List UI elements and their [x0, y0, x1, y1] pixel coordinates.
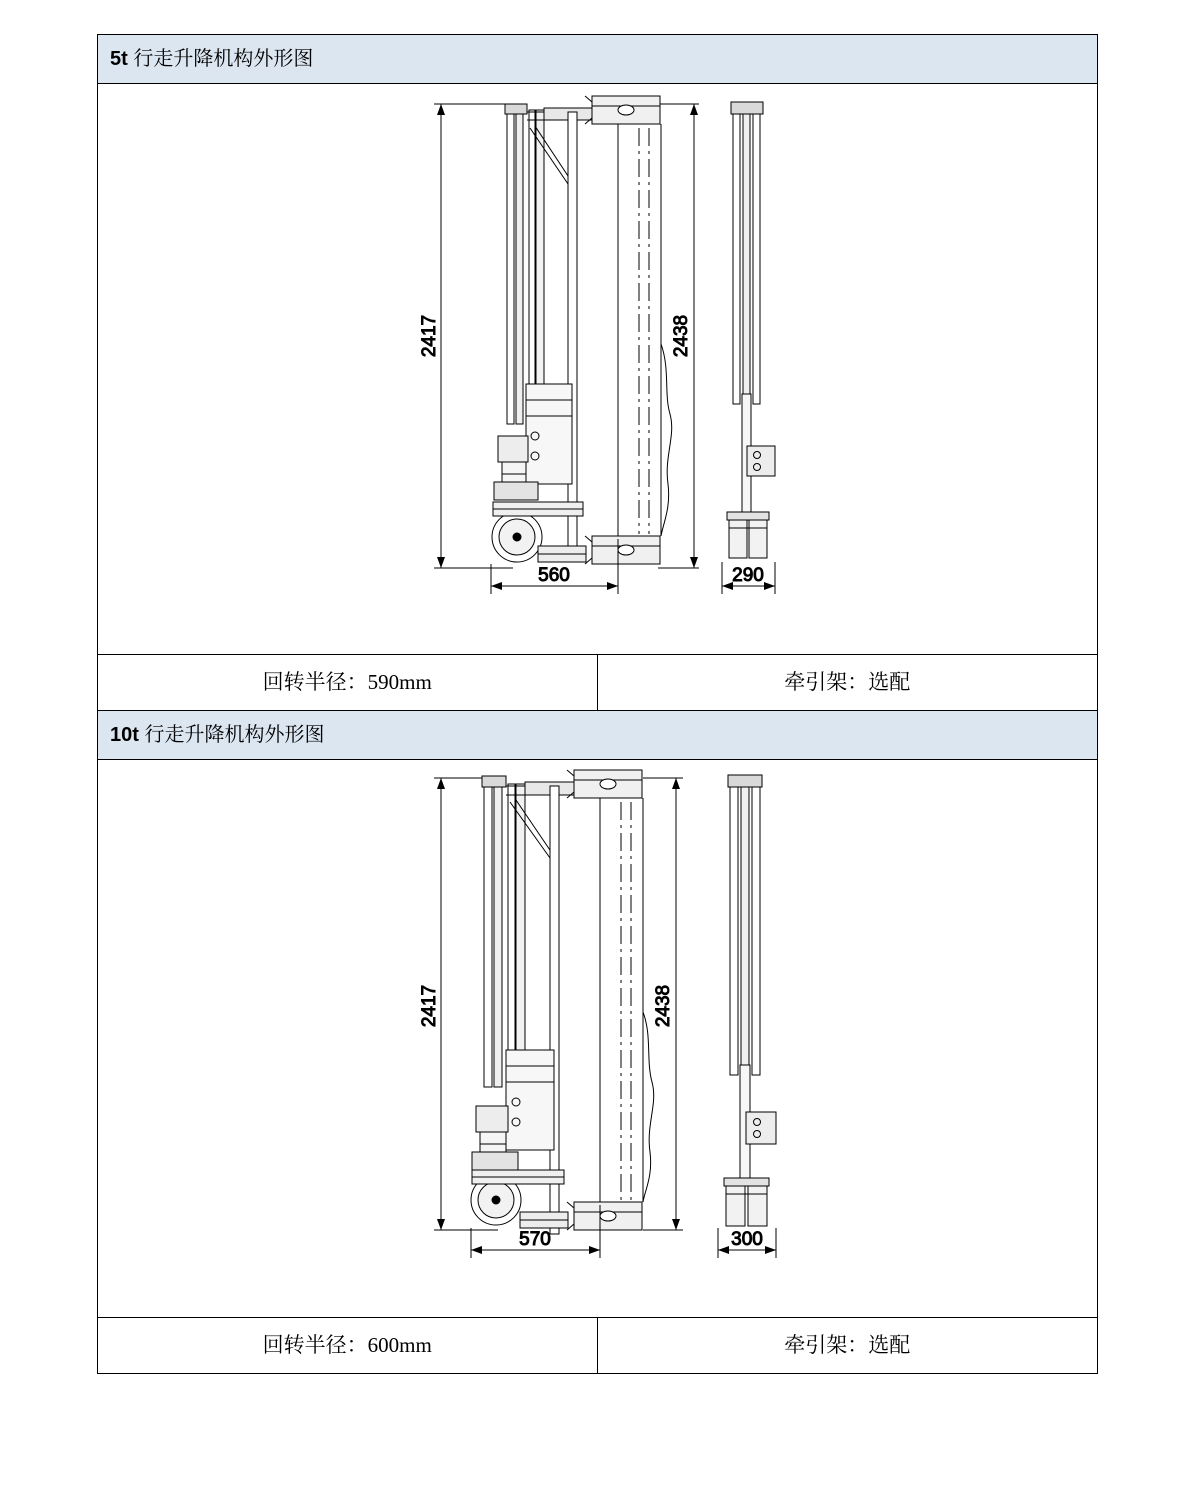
section-tonnage-5t: 5t — [110, 48, 128, 70]
spec-table — [97, 34, 1098, 1374]
section-title-10t: 行走升降机构外形图 — [138, 724, 325, 746]
dim-height-2417-10t: 2417 — [419, 984, 440, 1028]
drawing-cell-10t — [98, 760, 1097, 1318]
technical-drawing-5t — [98, 84, 1097, 654]
turn-radius-10t: 回转半径：600mm — [98, 1318, 598, 1373]
dim-height-2438-10t: 2438 — [653, 984, 674, 1028]
tow-bracket-5t: 牵引架：选配 — [784, 670, 911, 694]
footer-row-5t — [98, 655, 1097, 711]
technical-drawing-10t — [98, 760, 1097, 1317]
dim-width-570-10t: 570 — [519, 1229, 551, 1250]
section-header-5t — [98, 35, 1097, 84]
section-header-10t — [98, 711, 1097, 760]
tow-bracket-10t: 牵引架：选配 — [784, 1333, 911, 1357]
section-tonnage-10t: 10t — [110, 724, 139, 746]
dim-width-300-10t: 300 — [731, 1229, 763, 1250]
dim-height-2438-5t: 2438 — [671, 314, 692, 358]
footer-row-10t — [98, 1318, 1097, 1373]
turn-radius-5t: 回转半径：590mm — [98, 655, 598, 710]
drawing-cell-5t — [98, 84, 1097, 655]
section-title-5t: 行走升降机构外形图 — [127, 48, 314, 70]
dim-height-2417-5t: 2417 — [419, 314, 440, 358]
dim-width-560-5t: 560 — [538, 565, 570, 586]
dim-width-290-5t: 290 — [732, 565, 764, 586]
